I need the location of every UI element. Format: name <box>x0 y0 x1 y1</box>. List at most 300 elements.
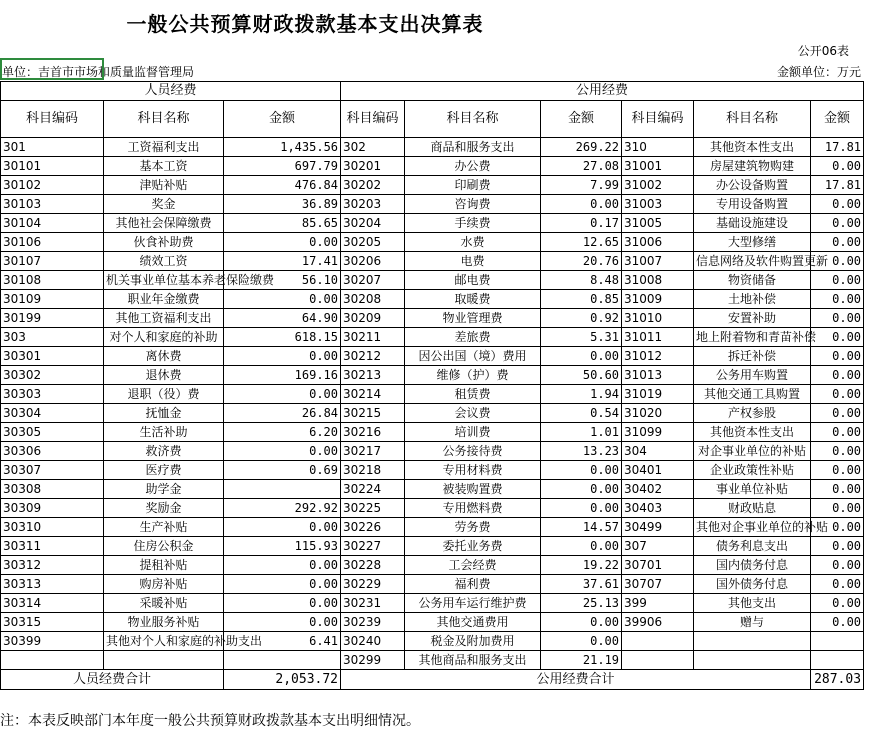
group-header-row <box>1 82 864 101</box>
cell-c2[interactable]: 30204 <box>341 214 405 233</box>
cell-c2[interactable]: 30229 <box>341 575 405 594</box>
cell-a1[interactable]: 476.84 <box>224 176 341 195</box>
cell-a3[interactable]: 0.00 <box>811 537 864 556</box>
cell-a1[interactable]: 1,435.56 <box>224 138 341 157</box>
cell-c3[interactable]: 31020 <box>622 404 694 423</box>
cell-n1[interactable]: 物业服务补贴 <box>104 613 224 632</box>
cell-c1[interactable]: 30307 <box>1 461 104 480</box>
cell-c2[interactable]: 30209 <box>341 309 405 328</box>
cell-n1[interactable]: 医疗费 <box>104 461 224 480</box>
cell-n2[interactable]: 委托业务费 <box>405 537 541 556</box>
unit-name[interactable] <box>0 62 194 82</box>
table-row <box>1 594 864 613</box>
cell-c3[interactable]: 30707 <box>622 575 694 594</box>
cell-c1[interactable]: 30304 <box>1 404 104 423</box>
table-row <box>1 366 864 385</box>
cell-n3[interactable]: 国外债务付息 <box>694 575 811 594</box>
cell-a2[interactable]: 0.17 <box>541 214 622 233</box>
cell-n1[interactable]: 工资福利支出 <box>104 138 224 157</box>
cell-n3[interactable]: 其他交通工具购置 <box>694 385 811 404</box>
cell-a2[interactable]: 8.48 <box>541 271 622 290</box>
cell-n3[interactable]: 赠与 <box>694 613 811 632</box>
cell-a1[interactable]: 697.79 <box>224 157 341 176</box>
cell-c1[interactable]: 30310 <box>1 518 104 537</box>
cell-n1[interactable]: 购房补贴 <box>104 575 224 594</box>
cell-a1[interactable]: 85.65 <box>224 214 341 233</box>
cell-n3[interactable]: 其他对企事业单位的补贴 <box>694 518 811 537</box>
cell-n2[interactable]: 工会经费 <box>405 556 541 575</box>
cell-a1[interactable]: 56.10 <box>224 271 341 290</box>
cell-n1[interactable]: 住房公积金 <box>104 537 224 556</box>
cell-a2[interactable]: 0.00 <box>541 461 622 480</box>
cell-n3[interactable]: 拆迁补偿 <box>694 347 811 366</box>
cell-c2[interactable]: 30211 <box>341 328 405 347</box>
cell-c2[interactable]: 30299 <box>341 651 405 670</box>
cell-n3[interactable]: 办公设备购置 <box>694 176 811 195</box>
cell-c1[interactable]: 30305 <box>1 423 104 442</box>
cell-a1[interactable]: 0.00 <box>224 575 341 594</box>
cell-c3[interactable]: 31013 <box>622 366 694 385</box>
table-row <box>1 271 864 290</box>
cell-a1[interactable]: 0.00 <box>224 518 341 537</box>
cell-n2[interactable]: 培训费 <box>405 423 541 442</box>
cell-n2[interactable]: 物业管理费 <box>405 309 541 328</box>
cell-c1[interactable]: 30315 <box>1 613 104 632</box>
cell-n2[interactable]: 其他交通费用 <box>405 613 541 632</box>
cell-a2[interactable]: 0.92 <box>541 309 622 328</box>
cell-n2[interactable]: 商品和服务支出 <box>405 138 541 157</box>
cell-a3[interactable]: 0.00 <box>811 613 864 632</box>
cell-n1[interactable]: 退职（役）费 <box>104 385 224 404</box>
cell-a2[interactable]: 269.22 <box>541 138 622 157</box>
cell-a2[interactable]: 21.19 <box>541 651 622 670</box>
table-row <box>1 499 864 518</box>
cell-c3[interactable]: 39906 <box>622 613 694 632</box>
cell-n2[interactable]: 水费 <box>405 233 541 252</box>
cell-a2[interactable]: 0.85 <box>541 290 622 309</box>
cell-c2[interactable]: 30226 <box>341 518 405 537</box>
cell-c2[interactable]: 302 <box>341 138 405 157</box>
cell-n3[interactable]: 土地补偿 <box>694 290 811 309</box>
cell-n3[interactable]: 债务利息支出 <box>694 537 811 556</box>
cell-c3[interactable]: 307 <box>622 537 694 556</box>
cell-c3[interactable]: 31009 <box>622 290 694 309</box>
cell-a1[interactable]: 0.69 <box>224 461 341 480</box>
cell-n3[interactable]: 其他资本性支出 <box>694 138 811 157</box>
cell-a3[interactable]: 0.00 <box>811 594 864 613</box>
cell-n1[interactable]: 生活补助 <box>104 423 224 442</box>
cell-n2[interactable]: 福利费 <box>405 575 541 594</box>
table-row <box>1 347 864 366</box>
cell-c3[interactable]: 31007 <box>622 252 694 271</box>
cell-a1[interactable]: 0.00 <box>224 442 341 461</box>
cell-a3[interactable]: 0.00 <box>811 233 864 252</box>
cell-c3[interactable]: 31001 <box>622 157 694 176</box>
cell-c2[interactable]: 30203 <box>341 195 405 214</box>
cell-c2[interactable]: 30214 <box>341 385 405 404</box>
cell-a1[interactable]: 0.00 <box>224 594 341 613</box>
table-row <box>1 385 864 404</box>
cell-c2[interactable]: 30205 <box>341 233 405 252</box>
cell-a2[interactable]: 13.23 <box>541 442 622 461</box>
cell-c1[interactable]: 303 <box>1 328 104 347</box>
cell-n3[interactable] <box>694 651 811 670</box>
cell-n3[interactable]: 房屋建筑物购建 <box>694 157 811 176</box>
cell-a1[interactable]: 6.20 <box>224 423 341 442</box>
cell-n2[interactable]: 因公出国（境）费用 <box>405 347 541 366</box>
cell-n2[interactable]: 邮电费 <box>405 271 541 290</box>
cell-n1[interactable]: 退休费 <box>104 366 224 385</box>
cell-n1[interactable]: 机关事业单位基本养老保险缴费 <box>104 271 224 290</box>
cell-c1[interactable]: 301 <box>1 138 104 157</box>
cell-a1[interactable]: 0.00 <box>224 385 341 404</box>
cell-c3[interactable]: 31005 <box>622 214 694 233</box>
column-header-row <box>1 101 864 138</box>
public-total-label: 公用经费合计 <box>341 670 811 690</box>
cell-a1[interactable] <box>224 651 341 670</box>
cell-n3[interactable]: 安置补助 <box>694 309 811 328</box>
cell-n3[interactable]: 公务用车购置 <box>694 366 811 385</box>
cell-n2[interactable]: 印刷费 <box>405 176 541 195</box>
personnel-total-label: 人员经费合计 <box>1 670 224 690</box>
table-row <box>1 575 864 594</box>
table-row <box>1 233 864 252</box>
cell-a3[interactable]: 0.00 <box>811 518 864 537</box>
table-row <box>1 461 864 480</box>
cell-a2[interactable]: 0.00 <box>541 499 622 518</box>
col-amount-3: 金额 <box>811 101 864 138</box>
cell-n2[interactable]: 办公费 <box>405 157 541 176</box>
cell-c3[interactable]: 31099 <box>622 423 694 442</box>
cell-a1[interactable]: 0.00 <box>224 347 341 366</box>
cell-n3[interactable]: 大型修缮 <box>694 233 811 252</box>
cell-c1[interactable]: 30108 <box>1 271 104 290</box>
cell-c1[interactable]: 30306 <box>1 442 104 461</box>
cell-n3[interactable]: 信息网络及软件购置更新 <box>694 252 811 271</box>
cell-a2[interactable]: 20.76 <box>541 252 622 271</box>
cell-c2[interactable]: 30201 <box>341 157 405 176</box>
cell-a2[interactable]: 0.00 <box>541 195 622 214</box>
cell-a2[interactable]: 7.99 <box>541 176 622 195</box>
cell-n2[interactable]: 电费 <box>405 252 541 271</box>
cell-c1[interactable] <box>1 651 104 670</box>
cell-n2[interactable]: 会议费 <box>405 404 541 423</box>
cell-a3[interactable]: 0.00 <box>811 385 864 404</box>
cell-a3[interactable]: 17.81 <box>811 176 864 195</box>
cell-n3[interactable]: 财政贴息 <box>694 499 811 518</box>
cell-n2[interactable]: 被装购置费 <box>405 480 541 499</box>
cell-c2[interactable]: 30231 <box>341 594 405 613</box>
cell-c2[interactable]: 30213 <box>341 366 405 385</box>
cell-n1[interactable]: 采暖补贴 <box>104 594 224 613</box>
cell-n2[interactable]: 维修（护）费 <box>405 366 541 385</box>
cell-a1[interactable]: 17.41 <box>224 252 341 271</box>
cell-c3[interactable]: 31008 <box>622 271 694 290</box>
cell-n1[interactable]: 伙食补助费 <box>104 233 224 252</box>
cell-n1[interactable]: 绩效工资 <box>104 252 224 271</box>
cell-c1[interactable]: 30312 <box>1 556 104 575</box>
cell-n1[interactable]: 奖励金 <box>104 499 224 518</box>
cell-a3[interactable]: 0.00 <box>811 347 864 366</box>
table-code: 公开06表 <box>797 44 849 58</box>
cell-n3[interactable]: 国内债务付息 <box>694 556 811 575</box>
cell-n1[interactable]: 助学金 <box>104 480 224 499</box>
cell-a2[interactable]: 0.00 <box>541 613 622 632</box>
table-row <box>1 309 864 328</box>
cell-a3[interactable]: 0.00 <box>811 480 864 499</box>
cell-n2[interactable]: 公务接待费 <box>405 442 541 461</box>
cell-a1[interactable]: 64.90 <box>224 309 341 328</box>
cell-c2[interactable]: 30228 <box>341 556 405 575</box>
cell-n1[interactable]: 其他工资福利支出 <box>104 309 224 328</box>
cell-c2[interactable]: 30212 <box>341 347 405 366</box>
cell-a2[interactable]: 14.57 <box>541 518 622 537</box>
cell-a2[interactable]: 27.08 <box>541 157 622 176</box>
cell-c1[interactable]: 30314 <box>1 594 104 613</box>
cell-a3[interactable]: 0.00 <box>811 404 864 423</box>
cell-c3[interactable] <box>622 632 694 651</box>
cell-c3[interactable]: 31003 <box>622 195 694 214</box>
cell-c2[interactable]: 30225 <box>341 499 405 518</box>
table-row <box>1 404 864 423</box>
cell-a1[interactable] <box>224 480 341 499</box>
cell-c3[interactable]: 399 <box>622 594 694 613</box>
cell-c1[interactable]: 30107 <box>1 252 104 271</box>
cell-a2[interactable]: 1.01 <box>541 423 622 442</box>
cell-n1[interactable]: 离休费 <box>104 347 224 366</box>
cell-c2[interactable]: 30208 <box>341 290 405 309</box>
cell-c3[interactable]: 30402 <box>622 480 694 499</box>
cell-n1[interactable]: 其他对个人和家庭的补助支出 <box>104 632 224 651</box>
cell-a2[interactable]: 0.00 <box>541 347 622 366</box>
cell-n1[interactable]: 生产补贴 <box>104 518 224 537</box>
cell-c3[interactable]: 31002 <box>622 176 694 195</box>
cell-c1[interactable]: 30308 <box>1 480 104 499</box>
cell-a3[interactable]: 0.00 <box>811 575 864 594</box>
cell-n3[interactable]: 对企事业单位的补贴 <box>694 442 811 461</box>
cell-c2[interactable]: 30215 <box>341 404 405 423</box>
cell-n2[interactable]: 税金及附加费用 <box>405 632 541 651</box>
expenditure-table <box>0 81 864 690</box>
cell-c3[interactable]: 304 <box>622 442 694 461</box>
cell-a2[interactable]: 0.54 <box>541 404 622 423</box>
cell-a2[interactable]: 50.60 <box>541 366 622 385</box>
group-public: 公用经费 <box>341 82 864 101</box>
cell-n1[interactable]: 津贴补贴 <box>104 176 224 195</box>
table-row <box>1 252 864 271</box>
cell-c2[interactable]: 30216 <box>341 423 405 442</box>
cell-n2[interactable]: 咨询费 <box>405 195 541 214</box>
cell-c1[interactable]: 30104 <box>1 214 104 233</box>
cell-c1[interactable]: 30102 <box>1 176 104 195</box>
cell-a3[interactable]: 17.81 <box>811 138 864 157</box>
cell-n1[interactable]: 提租补贴 <box>104 556 224 575</box>
cell-c2[interactable]: 30207 <box>341 271 405 290</box>
cell-c1[interactable]: 30311 <box>1 537 104 556</box>
cell-a1[interactable]: 618.15 <box>224 328 341 347</box>
cell-c1[interactable]: 30106 <box>1 233 104 252</box>
cell-c3[interactable]: 31019 <box>622 385 694 404</box>
cell-a1[interactable]: 292.92 <box>224 499 341 518</box>
amount-unit: 金额单位：万元 <box>776 65 861 79</box>
cell-a1[interactable]: 0.00 <box>224 233 341 252</box>
cell-n3[interactable]: 其他支出 <box>694 594 811 613</box>
col-code-3: 科目编码 <box>622 101 694 138</box>
cell-a3[interactable]: 0.00 <box>811 195 864 214</box>
cell-c1[interactable]: 30302 <box>1 366 104 385</box>
cell-a2[interactable]: 0.00 <box>541 480 622 499</box>
cell-a3[interactable]: 0.00 <box>811 442 864 461</box>
cell-c3[interactable]: 30499 <box>622 518 694 537</box>
cell-a1[interactable]: 169.16 <box>224 366 341 385</box>
cell-a1[interactable]: 0.00 <box>224 613 341 632</box>
cell-c3[interactable]: 30403 <box>622 499 694 518</box>
cell-a3[interactable]: 0.00 <box>811 328 864 347</box>
col-name-2: 科目名称 <box>405 101 541 138</box>
cell-a3[interactable]: 0.00 <box>811 214 864 233</box>
cell-n2[interactable]: 专用材料费 <box>405 461 541 480</box>
table-row <box>1 556 864 575</box>
totals-row <box>1 670 864 690</box>
cell-c1[interactable]: 30313 <box>1 575 104 594</box>
cell-c2[interactable]: 30224 <box>341 480 405 499</box>
cell-a2[interactable]: 1.94 <box>541 385 622 404</box>
cell-c1[interactable]: 30399 <box>1 632 104 651</box>
cell-a2[interactable]: 19.22 <box>541 556 622 575</box>
cell-n1[interactable]: 其他社会保障缴费 <box>104 214 224 233</box>
cell-a2[interactable]: 0.00 <box>541 537 622 556</box>
cell-a3[interactable]: 0.00 <box>811 423 864 442</box>
cell-c3[interactable]: 31012 <box>622 347 694 366</box>
cell-n3[interactable]: 地上附着物和青苗补偿 <box>694 328 811 347</box>
cell-c2[interactable]: 30217 <box>341 442 405 461</box>
cell-n3[interactable]: 其他资本性支出 <box>694 423 811 442</box>
cell-a1[interactable]: 36.89 <box>224 195 341 214</box>
cell-n2[interactable]: 公务用车运行维护费 <box>405 594 541 613</box>
table-row <box>1 423 864 442</box>
table-row <box>1 651 864 670</box>
cell-c1[interactable]: 30109 <box>1 290 104 309</box>
cell-n2[interactable]: 租赁费 <box>405 385 541 404</box>
page-title: 一般公共预算财政拨款基本支出决算表 <box>126 12 484 36</box>
cell-n2[interactable]: 其他商品和服务支出 <box>405 651 541 670</box>
col-amount-2: 金额 <box>541 101 622 138</box>
group-personnel: 人员经费 <box>1 82 341 101</box>
cell-c3[interactable]: 31011 <box>622 328 694 347</box>
table-row <box>1 518 864 537</box>
cell-a3[interactable]: 0.00 <box>811 157 864 176</box>
cell-n3[interactable]: 事业单位补贴 <box>694 480 811 499</box>
cell-c3[interactable]: 30401 <box>622 461 694 480</box>
cell-a1[interactable]: 6.41 <box>224 632 341 651</box>
cell-c3[interactable]: 310 <box>622 138 694 157</box>
cell-a2[interactable]: 37.61 <box>541 575 622 594</box>
table-row <box>1 214 864 233</box>
cell-c1[interactable]: 30103 <box>1 195 104 214</box>
table-row <box>1 442 864 461</box>
cell-n3[interactable]: 基础设施建设 <box>694 214 811 233</box>
cell-c3[interactable]: 31006 <box>622 233 694 252</box>
cell-n3[interactable]: 企业政策性补贴 <box>694 461 811 480</box>
cell-c2[interactable]: 30239 <box>341 613 405 632</box>
table-row <box>1 157 864 176</box>
cell-c1[interactable]: 30309 <box>1 499 104 518</box>
cell-c2[interactable]: 30206 <box>341 252 405 271</box>
cell-a1[interactable]: 115.93 <box>224 537 341 556</box>
cell-n1[interactable]: 救济费 <box>104 442 224 461</box>
footnote: 注：本表反映部门本年度一般公共预算财政拨款基本支出明细情况。 <box>0 713 420 729</box>
col-name-1: 科目名称 <box>104 101 224 138</box>
unit-name-text: 单位：吉首市市场和质量监督管理局 <box>2 65 195 79</box>
cell-a3[interactable]: 0.00 <box>811 309 864 328</box>
cell-a3[interactable]: 0.00 <box>811 271 864 290</box>
cell-a3[interactable]: 0.00 <box>811 290 864 309</box>
cell-n1[interactable]: 职业年金缴费 <box>104 290 224 309</box>
cell-n3[interactable] <box>694 632 811 651</box>
cell-n1[interactable]: 基本工资 <box>104 157 224 176</box>
cell-c2[interactable]: 30227 <box>341 537 405 556</box>
cell-a3[interactable] <box>811 632 864 651</box>
cell-n2[interactable]: 差旅费 <box>405 328 541 347</box>
cell-c2[interactable]: 30202 <box>341 176 405 195</box>
cell-a1[interactable]: 26.84 <box>224 404 341 423</box>
cell-a1[interactable]: 0.00 <box>224 290 341 309</box>
cell-c3[interactable]: 31010 <box>622 309 694 328</box>
col-code-1: 科目编码 <box>1 101 104 138</box>
cell-c3[interactable]: 30701 <box>622 556 694 575</box>
cell-a2[interactable]: 5.31 <box>541 328 622 347</box>
cell-a3[interactable]: 0.00 <box>811 366 864 385</box>
cell-n1[interactable]: 抚恤金 <box>104 404 224 423</box>
cell-a2[interactable]: 0.00 <box>541 632 622 651</box>
cell-a3[interactable]: 0.00 <box>811 461 864 480</box>
table-row <box>1 537 864 556</box>
cell-a2[interactable]: 25.13 <box>541 594 622 613</box>
cell-n2[interactable]: 劳务费 <box>405 518 541 537</box>
cell-c1[interactable]: 30301 <box>1 347 104 366</box>
cell-n1[interactable]: 奖金 <box>104 195 224 214</box>
public-total-amount[interactable]: 287.03 <box>811 670 864 690</box>
cell-n2[interactable]: 手续费 <box>405 214 541 233</box>
cell-c2[interactable]: 30240 <box>341 632 405 651</box>
table-row <box>1 480 864 499</box>
cell-c2[interactable]: 30218 <box>341 461 405 480</box>
cell-c1[interactable]: 30199 <box>1 309 104 328</box>
col-name-3: 科目名称 <box>694 101 811 138</box>
cell-a3[interactable]: 0.00 <box>811 252 864 271</box>
cell-n1[interactable] <box>104 651 224 670</box>
cell-a3[interactable]: 0.00 <box>811 556 864 575</box>
cell-n3[interactable]: 物资储备 <box>694 271 811 290</box>
cell-a1[interactable]: 0.00 <box>224 556 341 575</box>
personnel-total-amount[interactable]: 2,053.72 <box>224 670 341 690</box>
cell-c1[interactable]: 30101 <box>1 157 104 176</box>
col-code-2: 科目编码 <box>341 101 405 138</box>
cell-n2[interactable]: 专用燃料费 <box>405 499 541 518</box>
cell-a3[interactable] <box>811 651 864 670</box>
cell-n3[interactable]: 产权参股 <box>694 404 811 423</box>
table-row <box>1 613 864 632</box>
cell-a3[interactable]: 0.00 <box>811 499 864 518</box>
cell-n1[interactable]: 对个人和家庭的补助 <box>104 328 224 347</box>
table-row <box>1 195 864 214</box>
cell-n3[interactable]: 专用设备购置 <box>694 195 811 214</box>
cell-n2[interactable]: 取暖费 <box>405 290 541 309</box>
cell-c1[interactable]: 30303 <box>1 385 104 404</box>
cell-a2[interactable]: 12.65 <box>541 233 622 252</box>
table-row <box>1 176 864 195</box>
cell-c3[interactable] <box>622 651 694 670</box>
